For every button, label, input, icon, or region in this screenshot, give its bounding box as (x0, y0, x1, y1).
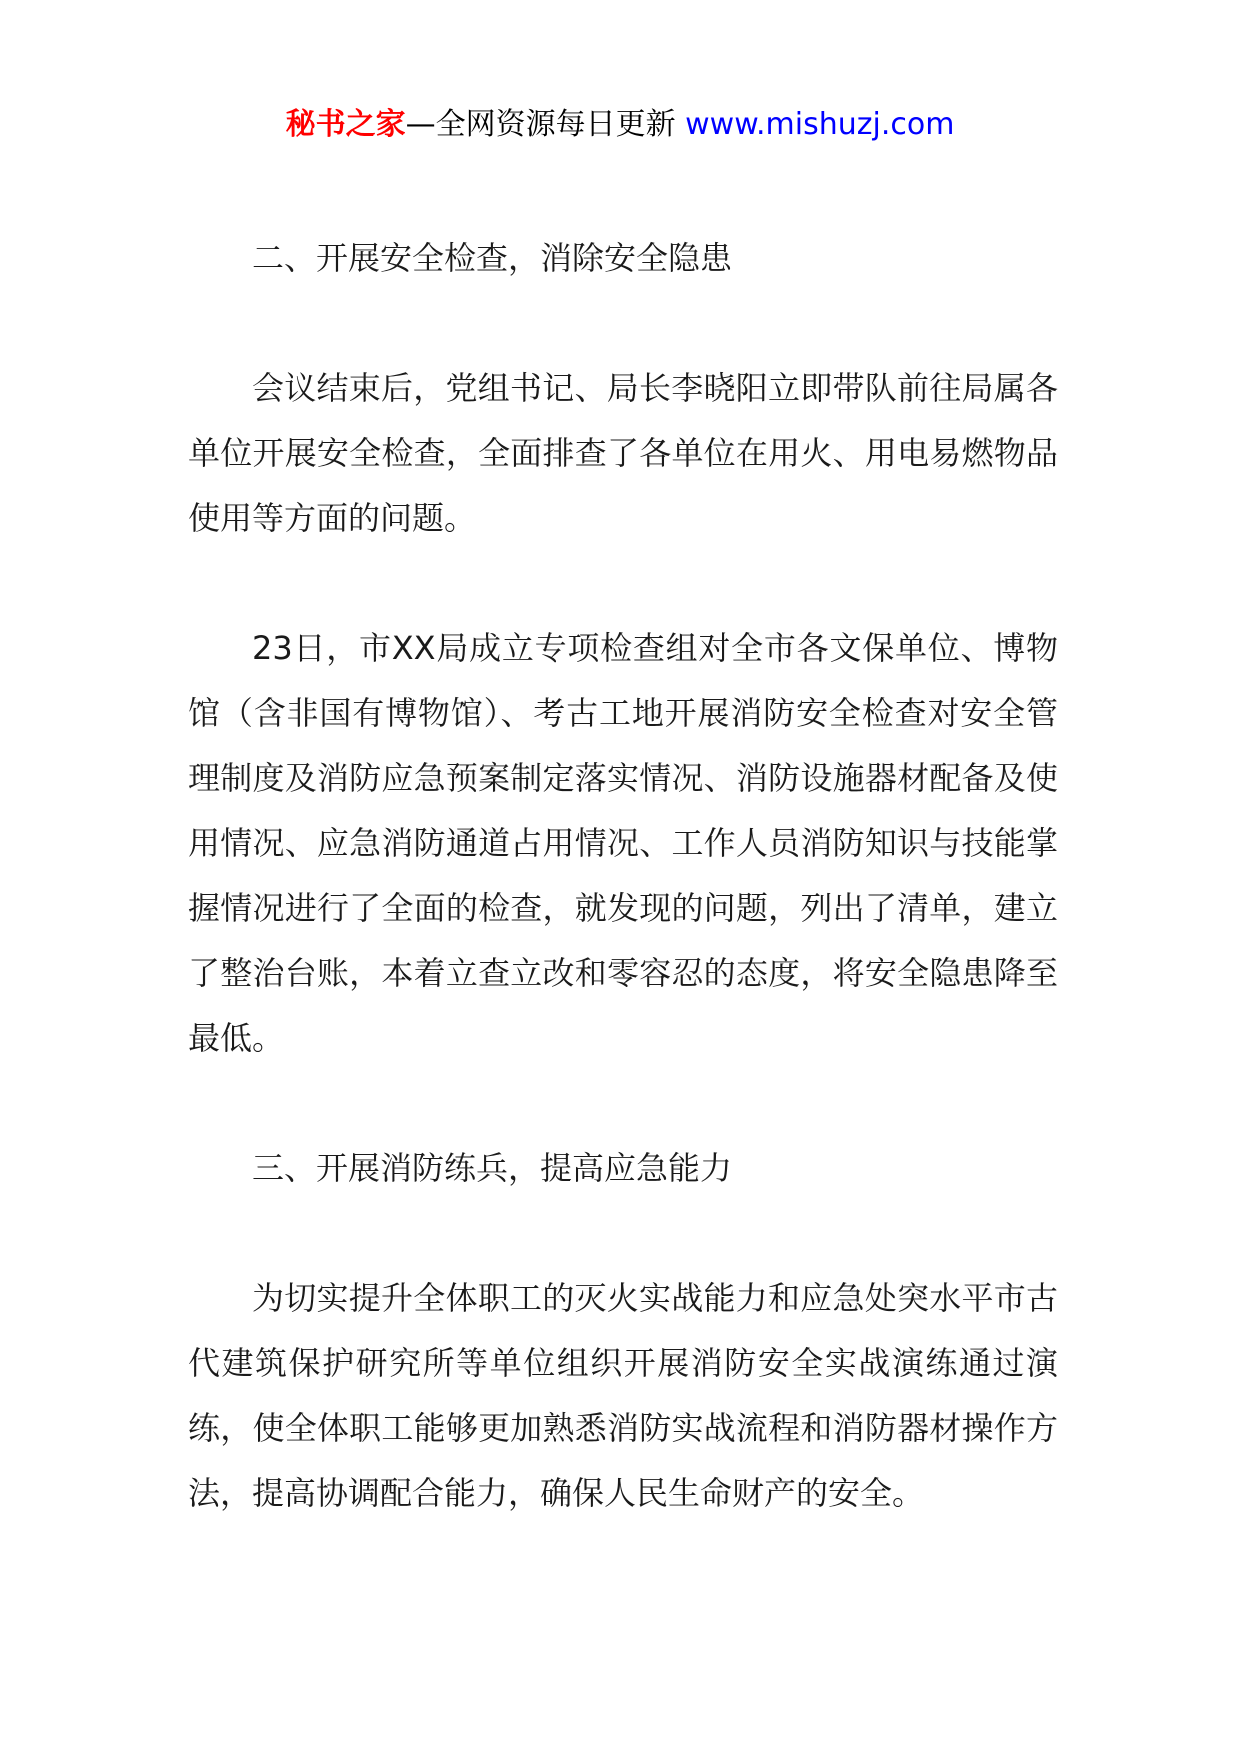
paragraph-gap (188, 551, 1058, 616)
paragraph-3: 为切实提升全体职工的灭火实战能力和应急处突水平市古代建筑保护研究所等单位组织开展消防安全实战演练通过演练，使全体职工能够更加熟悉消防实战流程和消防器材操作方法，提高协调配合能力，确保人民生命财产的安全。 (188, 1279, 1058, 1512)
paragraph-gap (188, 291, 1058, 356)
section-heading-3: 三、开展消防练兵，提高应急能力 (252, 1149, 733, 1187)
paragraph-gap (188, 1201, 1058, 1266)
paragraph-2: 23日，市XX局成立专项检查组对全市各文保单位、博物馆（含非国有博物馆）、考古工地开展消防安全检查对安全管理制度及消防应急预案制定落实情况、消防设施器材配备及使用情况、应急消防通道占用情况、工作人员消防知识与技能掌握情况进行了全面的检查，就发现的问题，列出了清单，建立了整治台账，本着立查立改和零容忍的态度，将安全隐患降至最低。 (188, 629, 1058, 1057)
document-body (188, 226, 1058, 1526)
brand-name: 秘书之家 (285, 107, 406, 142)
site-url-link[interactable]: www.mishuzj.com (685, 107, 955, 142)
section-heading-2: 二、开展安全检查，消除安全隐患 (252, 239, 733, 277)
header-tagline: —全网资源每日更新 (405, 107, 676, 142)
page-header (0, 100, 1240, 150)
paragraph-1: 会议结束后，党组书记、局长李晓阳立即带队前往局属各单位开展安全检查，全面排查了各单位在用火、用电易燃物品使用等方面的问题。 (188, 369, 1058, 537)
paragraph-gap (188, 1071, 1058, 1136)
